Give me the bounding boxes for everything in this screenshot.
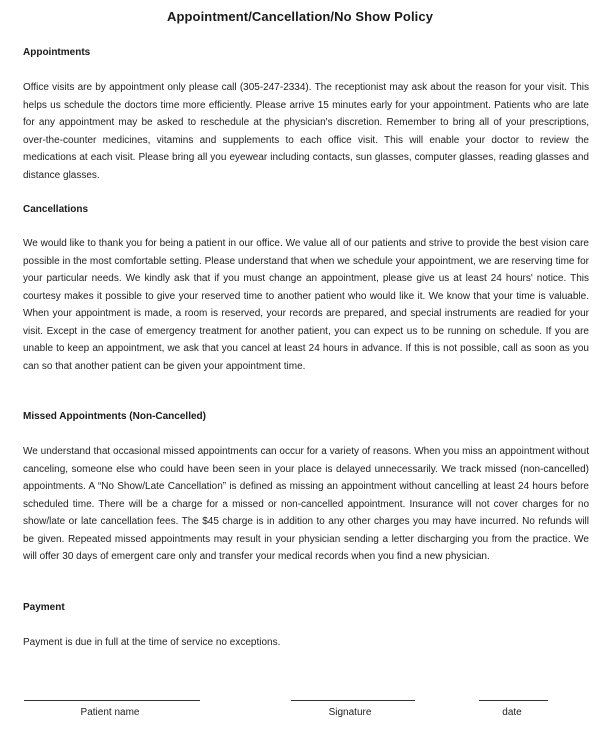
signature-label: Signature xyxy=(328,707,372,718)
payment-paragraph: Payment is due in full at the time of service no exceptions. xyxy=(23,637,281,648)
patient-name-line[interactable] xyxy=(24,700,200,701)
missed-appointments-heading: Missed Appointments (Non-Cancelled) xyxy=(23,411,206,422)
patient-name-label: Patient name xyxy=(80,707,140,718)
signature-line[interactable] xyxy=(291,700,415,701)
appointments-paragraph: Office visits are by appointment only please call (305-247-2334). The receptionist may ask about the reason for your visit. This helps us schedule the doctors time more efficiently. Please arrive 15 minutes early for your appointment. Patients who are late for any appointment may be asked to reschedule at the physician's discretion. Remember to bring all of your prescriptions, over-the-counter medicines, vitamins and supplements to each office visit. This will enable your doctor to review the medications at each visit. Please bring all you eyewear including contacts, sun glasses, computer glasses, reading glasses and distance glasses. xyxy=(23,82,589,181)
cancellations-paragraph: We would like to thank you for being a patient in our office. We value all of our patients and strive to provide the best vision care possible in the most comfortable setting. Please understand that when we schedule your appointment, we are reserving time for your particular needs. We kindly ask that if you must change an appointment, please give us at least 24 hours' notice. This courtesy makes it possible to give your reserved time to another patient who would like it. We know that your time is valuable. When your appointment is made, a room is reserved, your records are prepared, and special instruments are readied for your visit. Except in the case of emergency treatment for another patient, you can expect us to be running on schedule. If you are unable to keep an appointment, we ask that you cancel at least 24 hours in advance. If this is not possible, call as soon as you can so that another patient can be given your appointment time. xyxy=(23,238,589,372)
date-line[interactable] xyxy=(479,700,548,701)
appointments-heading: Appointments xyxy=(23,47,91,58)
cancellations-heading: Cancellations xyxy=(23,204,89,215)
date-label: date xyxy=(502,707,522,718)
payment-heading: Payment xyxy=(23,602,65,613)
document-title: Appointment/Cancellation/No Show Policy xyxy=(166,9,434,24)
missed-appointments-paragraph: We understand that occasional missed appointments can occur for a variety of reasons. When you miss an appointment without canceling, someone else who could have been seen in your place is delayed unnecessarily. We track missed (non-cancelled) appointments. A “No Show/Late Cancellation” is defined as missing an appointment without cancelling at least 24 hours before scheduled time. There will be a charge for a missed or non-cancelled appointment. Insurance will not cover charges for no show/late or late cancellation fees. The $45 charge is in addition to any other charges you may have incurred. No refunds will be given. Repeated missed appointments may result in your physician sending a letter discharging you from the practice. We will offer 30 days of emergent care only and transfer your medical records when you find a new physician. xyxy=(23,446,589,562)
